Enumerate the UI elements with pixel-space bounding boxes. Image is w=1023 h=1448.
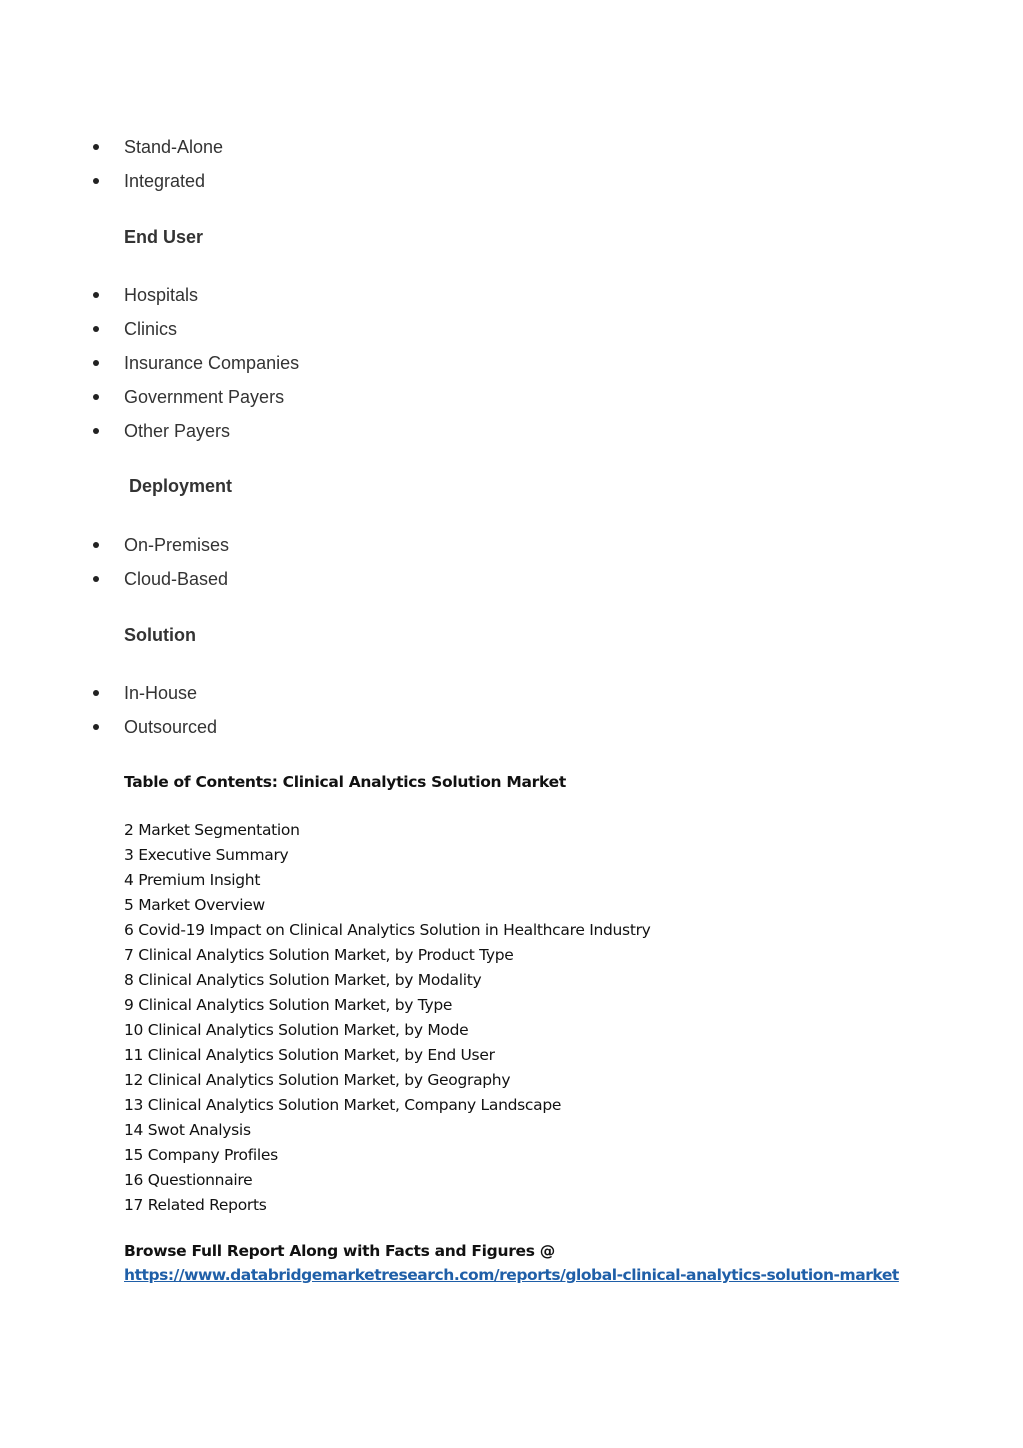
- bullet-icon: [93, 576, 99, 582]
- bullet-icon: [93, 360, 99, 366]
- list-item-label: Clinics: [124, 319, 178, 339]
- toc-item: 17 Related Reports: [124, 1196, 267, 1214]
- toc-item: 8 Clinical Analytics Solution Market, by Modality: [124, 971, 482, 989]
- bullet-icon: [93, 394, 99, 400]
- list-item-label: Stand-Alone: [124, 137, 224, 157]
- toc-title: Table of Contents: Clinical Analytics Solution Market: [124, 773, 566, 791]
- toc-item: 6 Covid-19 Impact on Clinical Analytics Solution in Healthcare Industry: [124, 921, 651, 939]
- bullet-icon: [93, 724, 99, 730]
- bullet-icon: [93, 292, 99, 298]
- list-item-label: Other Payers: [124, 421, 231, 441]
- end-user-heading: End User: [124, 227, 204, 247]
- toc-item: 11 Clinical Analytics Solution Market, by End User: [124, 1046, 495, 1064]
- toc-list: [124, 818, 651, 1218]
- bullet-icon: [93, 542, 99, 548]
- toc-item: 15 Company Profiles: [124, 1146, 278, 1164]
- list-item-label: In-House: [124, 683, 198, 703]
- toc-item: 9 Clinical Analytics Solution Market, by Type: [124, 996, 453, 1014]
- deployment-heading: Deployment: [129, 476, 233, 496]
- toc-item: 4 Premium Insight: [124, 871, 261, 889]
- list-item-label: Cloud-Based: [124, 569, 229, 589]
- list-item-label: Integrated: [124, 171, 206, 191]
- toc-item: 7 Clinical Analytics Solution Market, by Product Type: [124, 946, 514, 964]
- list-item-label: Outsourced: [124, 717, 218, 737]
- list-item-label: Government Payers: [124, 387, 285, 407]
- toc-item: 16 Questionnaire: [124, 1171, 253, 1189]
- bullet-icon: [93, 690, 99, 696]
- bullet-icon: [93, 326, 99, 332]
- solution-heading: Solution: [124, 625, 196, 645]
- report-link[interactable]: https://www.databridgemarketresearch.com/reports/global-clinical-analytics-solution-market: [124, 1266, 899, 1284]
- list-item-label: Hospitals: [124, 285, 199, 305]
- browse-label: Browse Full Report Along with Facts and Figures @: [124, 1242, 555, 1260]
- bullet-icon: [93, 144, 99, 150]
- toc-item: 12 Clinical Analytics Solution Market, by Geography: [124, 1071, 511, 1089]
- toc-item: 13 Clinical Analytics Solution Market, Company Landscape: [124, 1096, 562, 1114]
- bullet-icon: [93, 178, 99, 184]
- bullet-icon: [93, 428, 99, 434]
- toc-item: 10 Clinical Analytics Solution Market, by Mode: [124, 1021, 469, 1039]
- list-item-label: Insurance Companies: [124, 353, 300, 373]
- list-item-label: On-Premises: [124, 535, 230, 555]
- toc-item: 5 Market Overview: [124, 896, 265, 914]
- toc-item: 14 Swot Analysis: [124, 1121, 251, 1139]
- toc-item: 2 Market Segmentation: [124, 821, 300, 839]
- toc-item: 3 Executive Summary: [124, 846, 289, 864]
